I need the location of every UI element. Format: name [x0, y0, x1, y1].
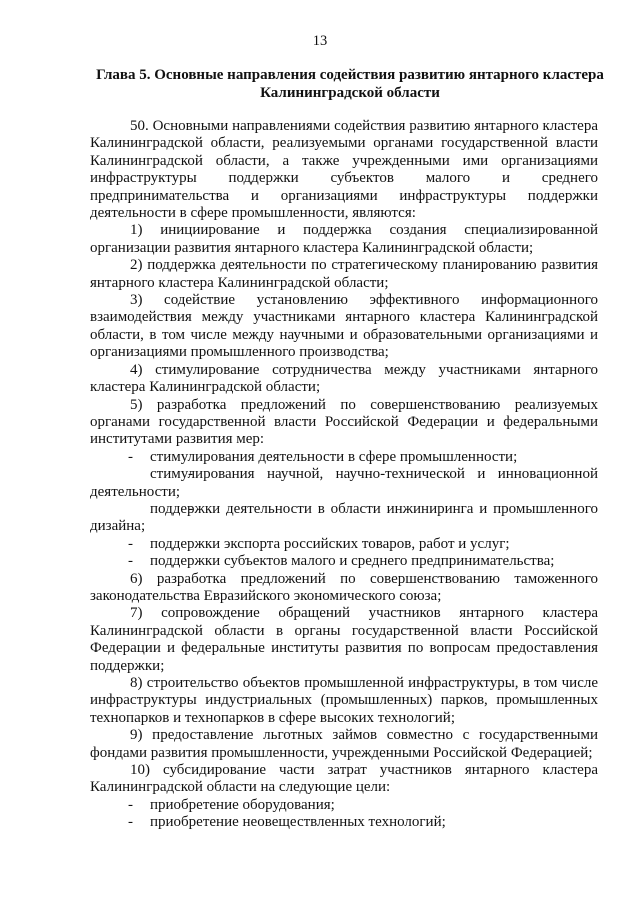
paragraph-50: 50. Основными направлениями содействия развитию янтарного кластера Калининградской области, реализуемыми органами государственной власти Калининградской области, а также учрежденными ими организациями инфраструктуры поддержки субъектов малого и среднего предпринимательства и организациями инфраструктуры поддержки деятельности в сфере промышленности, являются:: [90, 118, 598, 222]
chapter-heading: Глава 5. Основные направления содействия развитию янтарного кластера Калининградской области: [96, 67, 604, 101]
dash-item: - поддержки экспорта российских товаров, работ и услуг;: [90, 536, 598, 553]
page-number: 13: [312, 33, 328, 49]
dash-item: - поддержки деятельности в области инжиниринга и промышленного дизайна;: [90, 501, 598, 536]
list-item-10: 10) субсидирование части затрат участников янтарного кластера Калининградской области на следующие цели:: [90, 762, 598, 796]
list-item-4: 4) стимулирование сотрудничества между участниками янтарного кластера Калининградской области;: [90, 361, 598, 396]
dash-item: - приобретение неовеществленных технологий;: [90, 814, 598, 831]
list-item-1: 1) инициирование и поддержка создания специализированной организации развития янтарного кластера Калининградской области;: [90, 222, 598, 256]
list-item-5: 5) разработка предложений по совершенствованию реализуемых органами государственной власти Российской Федерации и федеральными институтами развития мер:: [90, 396, 598, 448]
list-item-6: 6) разработка предложений по совершенствованию таможенного законодательства Евразийского экономического союза;: [90, 570, 598, 604]
list-item-2: 2) поддержка деятельности по стратегическому планированию развития янтарного кластера Калининградской области;: [90, 257, 598, 291]
list-item-9: 9) предоставление льготных займов совместно с государственными фондами развития промышленности, учрежденными Российской Федерацией;: [90, 727, 598, 761]
dash-item: - стимулирования деятельности в сфере промышленности;: [90, 449, 598, 466]
list-item-7: 7) сопровождение обращений участников янтарного кластера Калининградской области в органы государственной власти Российской Федерации и федеральные институты развития по вопросам предоставления поддержки;: [90, 605, 598, 674]
dash-item: - поддержки субъектов малого и среднего предпринимательства;: [90, 553, 598, 570]
list-item-3: 3) содействие установлению эффективного информационного взаимодействия между участниками янтарного кластера Калининградской области, в том числе между научными и образовательными организациями и организациями промышленного производства;: [90, 292, 598, 361]
dash-item: - приобретение оборудования;: [90, 797, 598, 814]
list-item-8: 8) строительство объектов промышленной инфраструктуры, в том числе инфраструктуры индустриальных (промышленных) парков, промышленных технопарков и технопарков в сфере высоких технологий;: [90, 675, 598, 726]
dash-item: - стимулирования научной, научно-технической и инновационной деятельности;: [90, 466, 598, 501]
document-body: [90, 118, 598, 832]
